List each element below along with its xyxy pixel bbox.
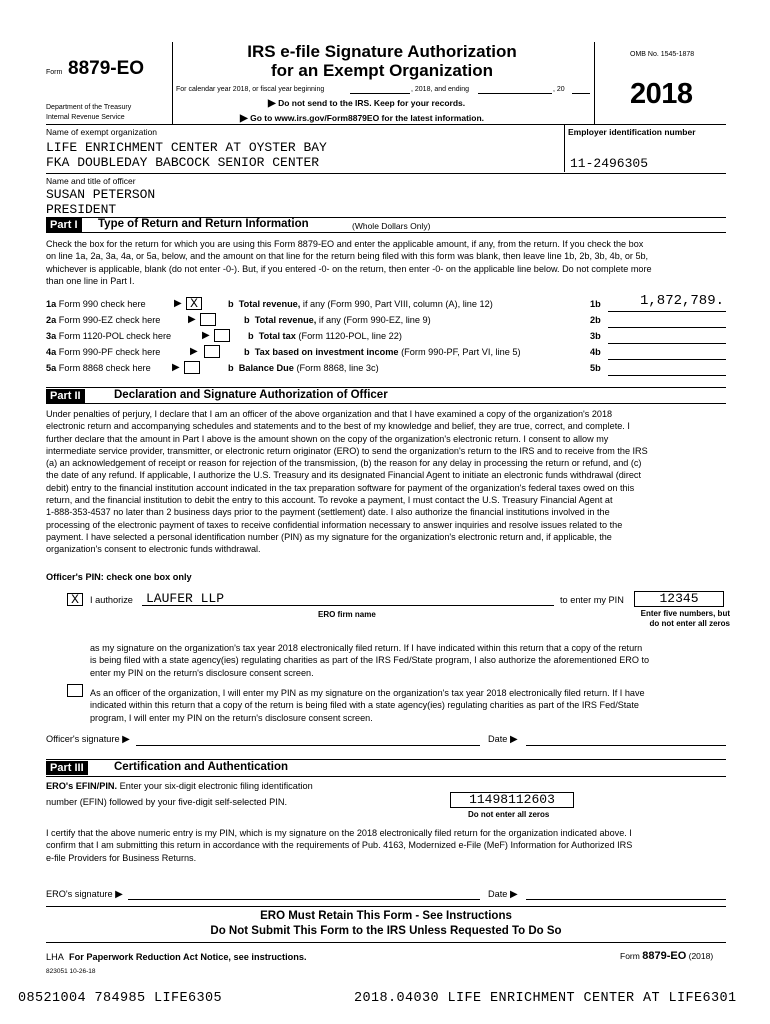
part-1-label: Part I (46, 218, 82, 232)
fiscal-begin-field[interactable] (350, 93, 410, 94)
and-ending-text: , 2018, and ending (411, 86, 469, 93)
pin-note: Enter five numbers, but do not enter all zeros (640, 609, 730, 628)
ero-certification: I certify that the above numeric entry is my PIN, which is my signature on the 2018 electronically filed return for the organization indicated above. I confirm that I am submitting this return in accordance with the requirements of Pub. 4163, Modernized e-File (MeF) Information for Authorized IRS e-file Providers for Business Returns. (46, 828, 633, 863)
do-not-send-line: ▶ Do not send to the IRS. Keep for your records. (268, 98, 466, 109)
ero-date-field[interactable] (526, 899, 726, 900)
part-2-label: Part II (46, 389, 85, 403)
officer-date-label: Date ▶ (488, 734, 518, 745)
line-4b-label: b Tax based on investment income (Form 990-PF, Part VI, line 5) (244, 347, 521, 357)
i-authorize-text: I authorize (90, 595, 133, 605)
paperwork-notice: LHA For Paperwork Reduction Act Notice, see instructions. (46, 952, 307, 962)
line-5b-label: b Balance Due (Form 8868, line 3c) (228, 363, 379, 373)
form-1120pol-checkbox[interactable] (214, 329, 230, 342)
arrow-right-icon: ▶ (509, 734, 518, 745)
to-enter-pin-text: to enter my PIN (560, 595, 624, 605)
org-name-line-1: LIFE ENRICHMENT CENTER AT OYSTER BAY (46, 140, 327, 155)
arrow-right-icon: ▶ (172, 362, 180, 373)
line-3b-number: 3b (590, 331, 601, 341)
omb-number: OMB No. 1545-1878 (630, 51, 695, 58)
tracking-left: 08521004 784985 LIFE6305 (18, 991, 223, 1006)
officer-pin-heading: Officer's PIN: check one box only (46, 572, 192, 582)
irs-line: Internal Revenue Service (46, 114, 125, 121)
perjury-declaration: Under penalties of perjury, I declare that I am an officer of the above organization and that I have examined a copy of the organization's 2018 electronic return and accompanying schedules and statements and to the best of my knowledge and belief, they are true, correct, and complete. I further declare that the amount in Part I above is the amount shown on the copy of the organization's electronic return. I consent to allow my intermediate service provider, transmitter, or electronic return originator (ERO) to send the organization's return to the IRS and to receive from the IRS (a) an acknowledgement of receipt or reason for rejection of the transmission, (b) the reason for any delay in processing the return or refund, and (c) the date of any refund. If applicable, I authorize the U.S. Treasury and its designated Financial Agent to initiate an electronic funds withdrawal (direct debit) entry to the financial institution account indicated in the tax preparation software for payment of the organization's federal taxes owed on this return, and the financial institution to debit the entry to this account. To revoke a payment, I must contact the U.S. Treasury Financial Agent at 1-888-353-4537 no later than 2 business days prior to the payment (settlement) date. I also authorize the financial institutions involved in the processing of the electronic payment of taxes to receive confidential information necessary to answer inquiries and resolve issues related to the payment. I have selected a personal identification number (PIN) as my signature for the organization's electronic return and, if applicable, the organization's consent to electronic funds withdrawal. (46, 409, 648, 555)
arrow-right-icon: ▶ (115, 889, 123, 900)
ero-date-label: Date ▶ (488, 889, 518, 900)
line-2b-number: 2b (590, 315, 601, 325)
authorization-paragraph: as my signature on the organization's tax year 2018 electronically filed return. If I have indicated within this return that a copy of the return is being filed with a state agency(ies) regulating charities as part of the IRS Fed/State program, I also authorize the aforementioned ERO to enter my PIN on the return's disclosure consent screen. (90, 643, 650, 678)
form-footer-id: Form 8879-EO (2018) (620, 950, 714, 962)
authorize-ero-checkbox[interactable]: X (67, 593, 83, 606)
part-1-title: Type of Return and Return Information (98, 218, 309, 230)
line-2b-label: b Total revenue, if any (Form 990-EZ, line 9) (244, 315, 431, 325)
org-name-label: Name of exempt organization (46, 127, 158, 137)
form-code: 823051 10-26-18 (46, 968, 96, 975)
officer-name-title (46, 187, 155, 217)
efin-instruction-2: number (EFIN) followed by your five-digit self-selected PIN. (46, 797, 288, 807)
line-1b-number: 1b (590, 299, 601, 309)
form-8868-checkbox[interactable] (184, 361, 200, 374)
part-1-subtitle: (Whole Dollars Only) (352, 221, 431, 231)
ein-label: Employer identification number (568, 127, 696, 137)
comma-20-text: , 20 (553, 86, 565, 93)
arrow-right-icon: ▶ (122, 734, 130, 745)
officer-signature-field[interactable] (136, 745, 480, 746)
tracking-right: 2018.04030 LIFE ENRICHMENT CENTER AT LIFE6301 (354, 991, 737, 1006)
part-3-title: Certification and Authentication (114, 761, 288, 773)
form-990pf-checkbox[interactable] (204, 345, 220, 358)
line-5b-number: 5b (590, 363, 601, 373)
ero-signature-label: ERO's signature ▶ (46, 889, 123, 900)
line-5a-row: 5a Form 8868 check here (46, 363, 151, 373)
line-4a-row: 4a Form 990-PF check here (46, 347, 161, 357)
officer-label: Name and title of officer (46, 176, 136, 186)
officer-enters-pin-checkbox[interactable] (67, 684, 83, 697)
form-title (172, 42, 592, 80)
line-1b-amount: 1,872,789. (639, 293, 724, 309)
tax-year: 2018 (630, 78, 693, 110)
line-5b-field[interactable] (608, 375, 726, 376)
org-name (46, 140, 327, 170)
department-line: Department of the Treasury (46, 104, 132, 111)
ero-firm-name-label: ERO firm name (318, 610, 376, 619)
goto-line: ▶ Go to www.irs.gov/Form8879EO for the latest information. (240, 113, 485, 124)
efin-pin-field[interactable]: 11498112603 (450, 792, 574, 808)
calendar-year-text: For calendar year 2018, or fiscal year beginning (176, 86, 325, 93)
officer-title: PRESIDENT (46, 202, 117, 217)
arrow-right-icon: ▶ (188, 314, 196, 325)
line-3b-label: b Total tax (Form 1120-POL, line 22) (248, 331, 402, 341)
title-line-1: IRS e-file Signature Authorization (247, 42, 517, 61)
arrow-right-icon: ▶ (174, 298, 182, 309)
officer-date-field[interactable] (526, 745, 726, 746)
line-2b-field[interactable] (608, 327, 726, 328)
ero-firm-name-value: LAUFER LLP (146, 591, 225, 606)
arrow-right-icon: ▶ (240, 113, 248, 124)
arrow-right-icon: ▶ (268, 98, 276, 109)
form-990ez-checkbox[interactable] (200, 313, 216, 326)
fiscal-end-field[interactable] (478, 93, 552, 94)
title-line-2: for an Exempt Organization (271, 61, 493, 80)
officer-pin-field[interactable]: 12345 (634, 591, 724, 607)
line-3b-field[interactable] (608, 343, 726, 344)
form-label: Form (46, 69, 63, 76)
retain-notice: ERO Must Retain This Form - See Instructions Do Not Submit This Form to the IRS Unless Requested To Do So (210, 910, 562, 937)
part-1-instructions: Check the box for the return for which you are using this Form 8879-EO and enter the applicable amount, if any, from the return. If you check the box on line 1a, 2a, 3a, 4a, or 5a, below, and the amount on that line for the return being filed with this form was blank, then leave line 1b, 2b, 3b, 4b, or 5b, whichever is applicable, blank (do not enter -0-). But, if you entered -0- on the return, then enter -0- on the applicable line below. Do not complete more than one line in Part I. (46, 239, 652, 286)
line-1a-row: 1a Form 990 check here (46, 299, 146, 309)
line-3a-row: 3a Form 1120-POL check here (46, 331, 172, 341)
efin-instruction-1: ERO's EFIN/PIN. Enter your six-digit electronic filing identification (46, 781, 313, 791)
part-3-label: Part III (46, 761, 88, 775)
line-1b-field[interactable] (608, 311, 726, 312)
ero-firm-name-field[interactable] (142, 605, 554, 606)
form-990-checkbox[interactable]: X (186, 297, 202, 310)
form-number: 8879-EO (68, 58, 145, 79)
line-1b-label: b Total revenue, if any (Form 990, Part VIII, column (A), line 12) (228, 299, 493, 309)
line-2a-row: 2a Form 990-EZ check here (46, 315, 161, 325)
line-4b-number: 4b (590, 347, 601, 357)
arrow-right-icon: ▶ (190, 346, 198, 357)
line-4b-field[interactable] (608, 359, 726, 360)
ero-signature-field[interactable] (128, 899, 480, 900)
part-2-title: Declaration and Signature Authorization of Officer (114, 389, 388, 401)
arrow-right-icon: ▶ (509, 889, 518, 900)
officer-signature-label: Officer's signature ▶ (46, 734, 130, 745)
officer-name: SUSAN PETERSON (46, 187, 156, 202)
arrow-right-icon: ▶ (202, 330, 210, 341)
org-name-line-2: FKA DOUBLEDAY BABCOCK SENIOR CENTER (46, 155, 320, 170)
efin-note: Do not enter all zeros (468, 810, 550, 819)
fiscal-end-year-field[interactable] (572, 93, 590, 94)
officer-pin-paragraph: As an officer of the organization, I will enter my PIN as my signature on the organization's tax year 2018 electronically filed return. If I have indicated within this return that a copy of the return is being filed with a state agency(ies) regulating charities as part of the IRS Fed/State program, I will enter my PIN on the return's disclosure consent screen. (90, 688, 645, 723)
ein-value: 11-2496305 (570, 156, 649, 171)
